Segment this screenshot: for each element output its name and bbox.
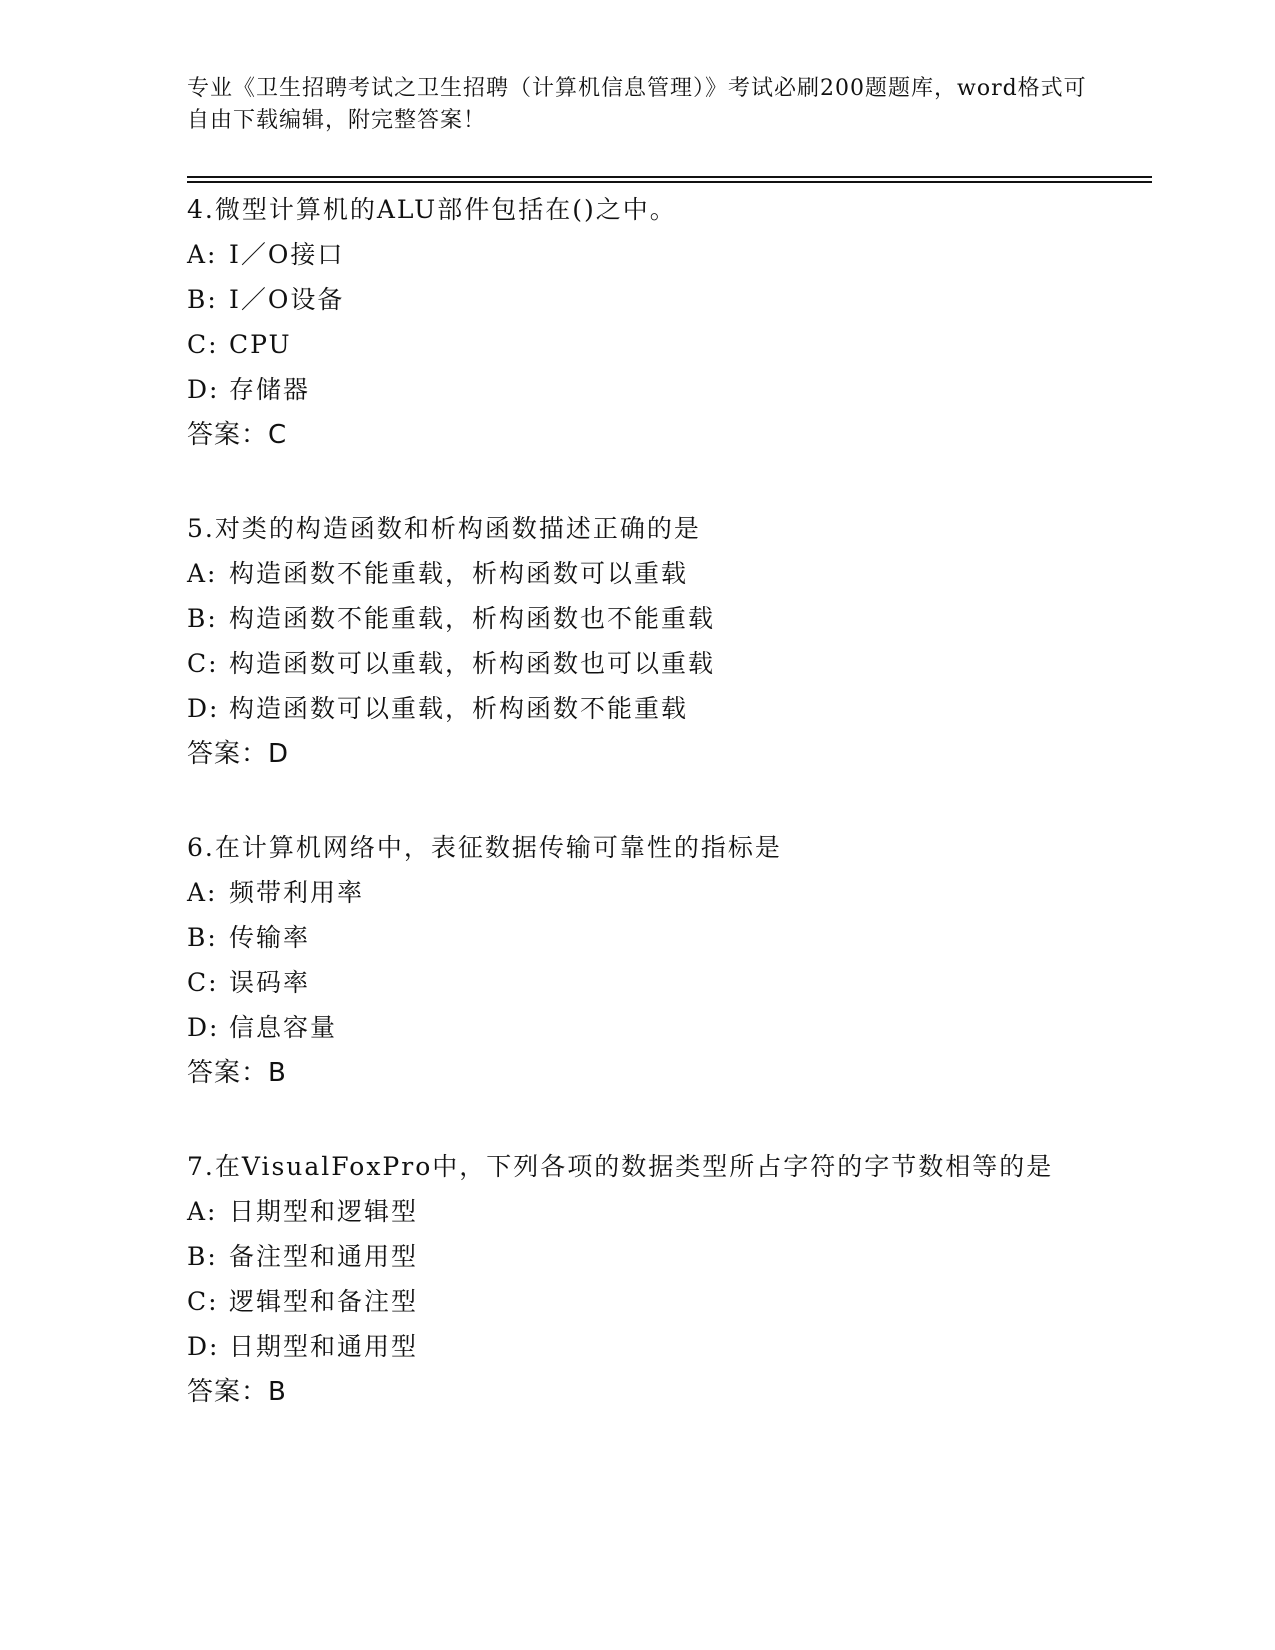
header-divider-top <box>187 176 1152 178</box>
option-text: 传输率 <box>229 923 311 952</box>
question-title: 6.在计算机网络中，表征数据传输可靠性的指标是 <box>187 833 782 862</box>
option-letter: B: <box>187 1242 218 1271</box>
option-b <box>187 922 1087 954</box>
answer-line: 答案：C <box>187 420 288 450</box>
option-text: 构造函数可以重载，析构函数也可以重载 <box>229 649 716 678</box>
option-text: I／O接口 <box>229 240 345 269</box>
option-text: 误码率 <box>229 968 311 997</box>
answer-line: 答案：B <box>187 1377 287 1407</box>
option-b <box>187 284 1087 316</box>
option-text: 构造函数不能重载，析构函数也不能重载 <box>229 604 716 633</box>
option-letter: C: <box>187 330 219 359</box>
option-a <box>187 877 1087 909</box>
document-header: 专业《卫生招聘考试之卫生招聘（计算机信息管理）》考试必刷200题题库，word格式可自由下载编辑，附完整答案！ <box>187 76 1087 133</box>
option-text: 日期型和通用型 <box>229 1332 419 1361</box>
option-letter: D: <box>187 1013 220 1042</box>
question-block <box>187 832 1087 1089</box>
option-d <box>187 1331 1087 1363</box>
option-letter: B: <box>187 604 218 633</box>
option-c <box>187 648 1087 680</box>
option-text: 构造函数可以重载，析构函数不能重载 <box>229 694 689 723</box>
option-letter: A: <box>187 878 218 907</box>
option-letter: B: <box>187 285 218 314</box>
option-letter: A: <box>187 559 218 588</box>
option-a <box>187 239 1087 271</box>
question-block <box>187 513 1087 770</box>
option-letter: C: <box>187 968 219 997</box>
option-a <box>187 558 1087 590</box>
option-d <box>187 374 1087 406</box>
option-letter: A: <box>187 1197 218 1226</box>
question-title: 7.在VisualFoxPro中，下列各项的数据类型所占字符的字节数相等的是 <box>187 1152 1054 1181</box>
option-text: I／O设备 <box>229 285 345 314</box>
option-b <box>187 603 1087 635</box>
option-letter: D: <box>187 1332 220 1361</box>
option-d <box>187 693 1087 725</box>
question-title: 4.微型计算机的ALU部件包括在()之中。 <box>187 195 677 224</box>
question-block <box>187 1151 1087 1408</box>
option-letter: C: <box>187 1287 219 1316</box>
option-text: 频带利用率 <box>229 878 365 907</box>
option-a <box>187 1196 1087 1228</box>
question-block <box>187 194 1087 451</box>
option-text: 构造函数不能重载，析构函数可以重载 <box>229 559 689 588</box>
option-letter: D: <box>187 694 220 723</box>
header-divider-bottom <box>187 181 1152 183</box>
option-text: 逻辑型和备注型 <box>229 1287 419 1316</box>
option-text: 存储器 <box>229 375 311 404</box>
option-letter: C: <box>187 649 219 678</box>
option-text: CPU <box>229 330 292 359</box>
answer-line: 答案：D <box>187 739 290 769</box>
option-c <box>187 967 1087 999</box>
option-letter: B: <box>187 923 218 952</box>
option-c <box>187 329 1087 361</box>
answer-line: 答案：B <box>187 1058 287 1088</box>
option-letter: D: <box>187 375 220 404</box>
option-letter: A: <box>187 240 218 269</box>
question-title: 5.对类的构造函数和析构函数描述正确的是 <box>187 514 701 543</box>
option-b <box>187 1241 1087 1273</box>
option-text: 日期型和逻辑型 <box>229 1197 419 1226</box>
option-d <box>187 1012 1087 1044</box>
option-text: 信息容量 <box>229 1013 338 1042</box>
option-text: 备注型和通用型 <box>229 1242 419 1271</box>
option-c <box>187 1286 1087 1318</box>
